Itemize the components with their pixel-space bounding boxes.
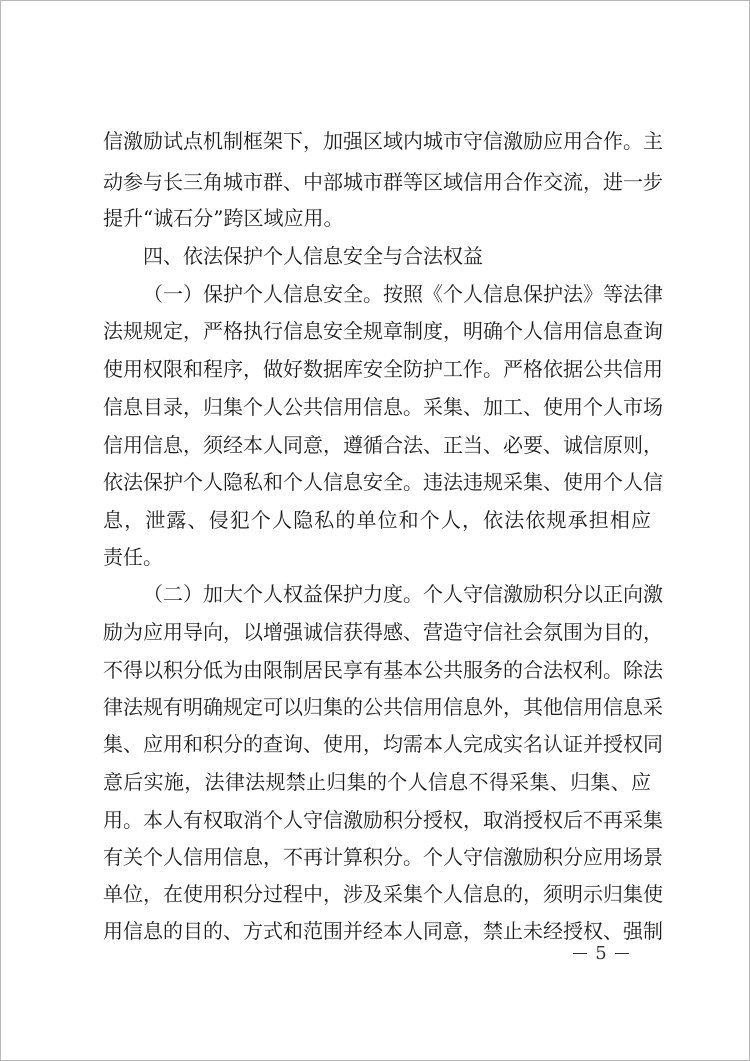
body-text-line: 用。本人有权取消个人守信激励积分授权，取消授权后不再采集	[103, 808, 663, 832]
subsection-heading-line: （一）保护个人信息安全。按照《个人信息保护法》等法律	[143, 282, 663, 306]
body-text-line: 律法规有明确规定可以归集的公共信用信息外，其他信用信息采	[103, 695, 663, 719]
body-text-line: 有关个人信用信息，不再计算积分。个人守信激励积分应用场景	[103, 845, 663, 869]
body-text-line: 法规规定，严格执行信息安全规章制度，明确个人信用信息查询	[103, 319, 663, 343]
body-text-line: 息，泄露、侵犯个人隐私的单位和个人，依法依规承担相应	[103, 508, 651, 532]
body-text-line: 意后实施，法律法规禁止归集的个人信息不得采集、归集、应	[103, 770, 651, 794]
page-number	[561, 941, 641, 965]
page-number-dash-right	[615, 953, 629, 954]
body-text-line: 集、应用和积分的查询、使用，均需本人完成实名认证并授权同	[103, 732, 663, 756]
page-number-dash-left	[573, 953, 587, 954]
body-text-line: 责任。	[103, 545, 163, 569]
body-text-line: 用信息的目的、方式和范围并经本人同意，禁止未经授权、强制	[103, 919, 663, 943]
body-text-line: 使用权限和程序，做好数据库安全防护工作。严格依据公共信用	[103, 357, 663, 381]
body-text-line: 励为应用导向，以增强诚信获得感、营造守信社会氛围为目的，	[103, 620, 663, 644]
section-heading: 四、依法保护个人信息安全与合法权益	[143, 244, 483, 268]
body-text-line: 单位，在使用积分过程中，涉及采集个人信息的，须明示归集使	[103, 882, 663, 906]
body-text-line: 不得以积分低为由限制居民享有基本公共服务的合法权利。除法	[103, 658, 663, 682]
body-text-line: 提升“诚石分”跨区域应用。	[103, 206, 344, 230]
subsection-heading-line: （二）加大个人权益保护力度。个人守信激励积分以正向激	[143, 582, 663, 606]
body-text-line: 信激励试点机制框架下，加强区域内城市守信激励应用合作。主	[103, 129, 663, 153]
page-number-value: 5	[595, 942, 607, 964]
body-text-line: 信用信息，须经本人同意，遵循合法、正当、必要、诚信原则，	[103, 433, 663, 457]
body-text-line: 依法保护个人隐私和个人信息安全。违法违规采集、使用个人信	[103, 470, 663, 494]
body-text-line: 动参与长三角城市群、中部城市群等区域信用合作交流，进一步	[103, 170, 663, 194]
body-text-line: 信息目录，归集个人公共信用信息。采集、加工、使用个人市场	[103, 395, 663, 419]
